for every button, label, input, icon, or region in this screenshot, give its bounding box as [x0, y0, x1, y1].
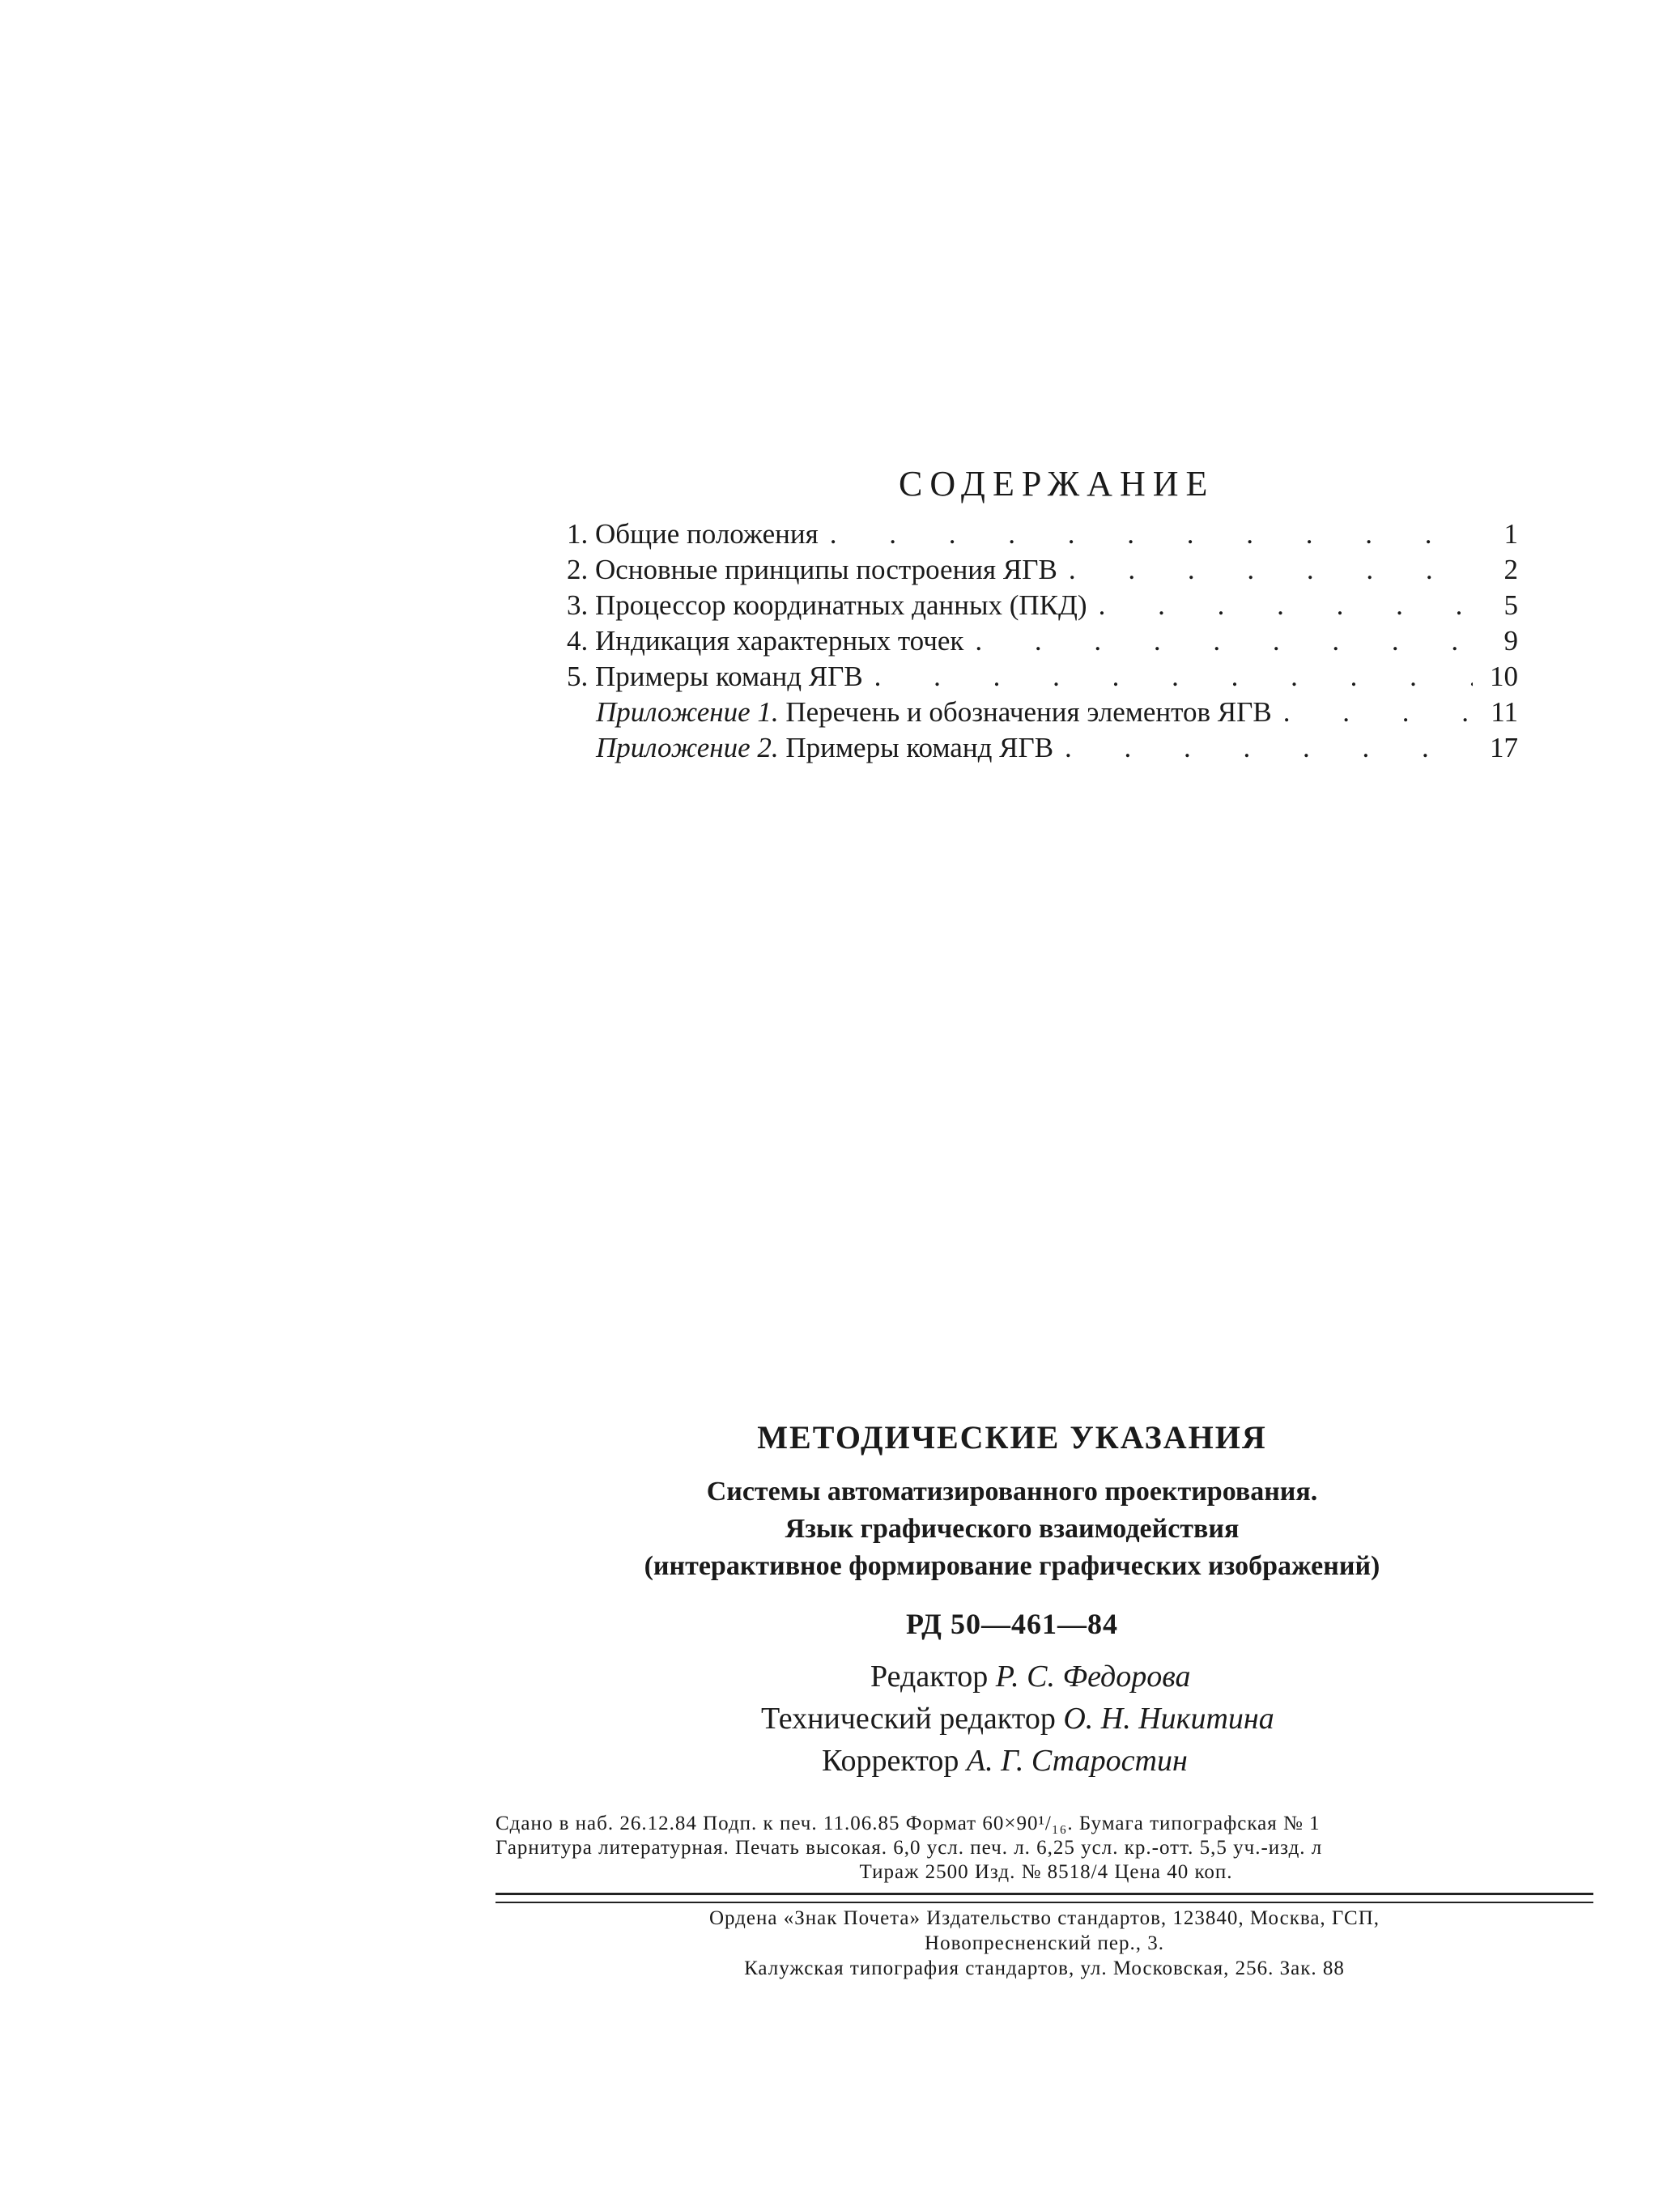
print-imprint — [495, 1812, 1597, 1885]
editorial-staff — [761, 1656, 1490, 1782]
toc-leader-dots — [874, 661, 1473, 693]
toc-entry-page: 11 — [1491, 696, 1518, 728]
toc-leader-dots — [975, 625, 1473, 657]
toc-entry-label: 5. Примеры команд ЯГВ — [567, 661, 863, 692]
imprint-line: Сдано в наб. 26.12.84 Подп. к печ. 11.06.85 Формат 60×90¹/₁₆. Бумага типографская № 1 — [495, 1813, 1321, 1834]
toc-entry-label: 3. Процессор координатных данных (ПКД) — [567, 589, 1087, 621]
document-type-heading: МЕТОДИЧЕСКИЕ УКАЗАНИЯ — [757, 1419, 1267, 1456]
toc-entry-page: 9 — [1503, 625, 1518, 657]
document-title — [486, 1473, 1538, 1585]
toc-appendix-title: Перечень и обозначения элементов ЯГВ — [778, 696, 1272, 728]
toc-leader-dots — [830, 518, 1473, 550]
imprint-line: Тираж 2500 Изд. № 8518/4 Цена 40 коп. — [859, 1861, 1233, 1883]
toc-entry-page: 1 — [1503, 518, 1518, 550]
document-code: РД 50—461—84 — [906, 1608, 1118, 1640]
toc-entry-page: 2 — [1503, 554, 1518, 585]
toc-appendix-title: Примеры команд ЯГВ — [778, 732, 1054, 763]
publisher-line: Новопресненский пер., 3. — [925, 1932, 1164, 1954]
toc-entry-page: 5 — [1503, 589, 1518, 621]
toc-appendix-prefix: Приложение 2. — [596, 732, 779, 763]
table-of-contents — [567, 518, 1518, 767]
staff-proofreader — [761, 1740, 1490, 1782]
imprint-line: Гарнитура литературная. Печать высокая. 6,0 усл. печ. л. 6,25 усл. кр.-отт. 5,5 уч.-изд. л — [495, 1837, 1323, 1859]
document-title-line: Системы автоматизированного проектирования. — [706, 1477, 1318, 1507]
staff-editor — [761, 1656, 1490, 1698]
toc-entry[interactable] — [567, 625, 1518, 661]
toc-title: СОДЕРЖАНИЕ — [899, 464, 1215, 504]
publisher-info — [495, 1906, 1593, 1981]
staff-name: Р. С. Федорова — [995, 1660, 1191, 1694]
toc-entry-label: 2. Основные принципы построения ЯГВ — [567, 554, 1057, 585]
document-title-line: Язык графического взаимодействия — [785, 1514, 1240, 1544]
double-rule-divider — [495, 1893, 1593, 1903]
toc-entry-label: 1. Общие положения — [567, 518, 819, 550]
toc-entry-page: 10 — [1490, 661, 1518, 692]
staff-role: Редактор — [870, 1660, 989, 1694]
toc-entry-appendix[interactable] — [567, 696, 1518, 732]
toc-entry[interactable] — [567, 661, 1518, 696]
toc-leader-dots — [1099, 589, 1473, 622]
toc-entry-label — [596, 732, 1053, 764]
toc-entry-label: 4. Индикация характерных точек — [567, 625, 964, 657]
publisher-line: Ордена «Знак Почета» Издательство стандартов, 123840, Москва, ГСП, — [708, 1907, 1380, 1929]
toc-entry[interactable] — [567, 518, 1518, 554]
publisher-line: Калужская типография стандартов, ул. Московская, 256. Зак. 88 — [744, 1957, 1345, 1979]
toc-entry[interactable] — [567, 554, 1518, 589]
toc-leader-dots — [1065, 732, 1473, 764]
toc-entry-label — [596, 696, 1272, 729]
toc-entry-page: 17 — [1490, 732, 1518, 763]
toc-entry-appendix[interactable] — [567, 732, 1518, 767]
staff-technical-editor — [761, 1698, 1490, 1740]
toc-appendix-prefix: Приложение 1. — [596, 696, 779, 728]
document-title-line: (интерактивное формирование графических изображений) — [644, 1551, 1380, 1581]
staff-role: Технический редактор — [761, 1702, 1056, 1736]
staff-role: Корректор — [822, 1744, 959, 1778]
toc-leader-dots — [1283, 696, 1473, 729]
toc-leader-dots — [1069, 554, 1473, 586]
staff-name: О. Н. Никитина — [1063, 1702, 1274, 1736]
staff-name: А. Г. Старостин — [966, 1744, 1188, 1778]
toc-entry[interactable] — [567, 589, 1518, 625]
